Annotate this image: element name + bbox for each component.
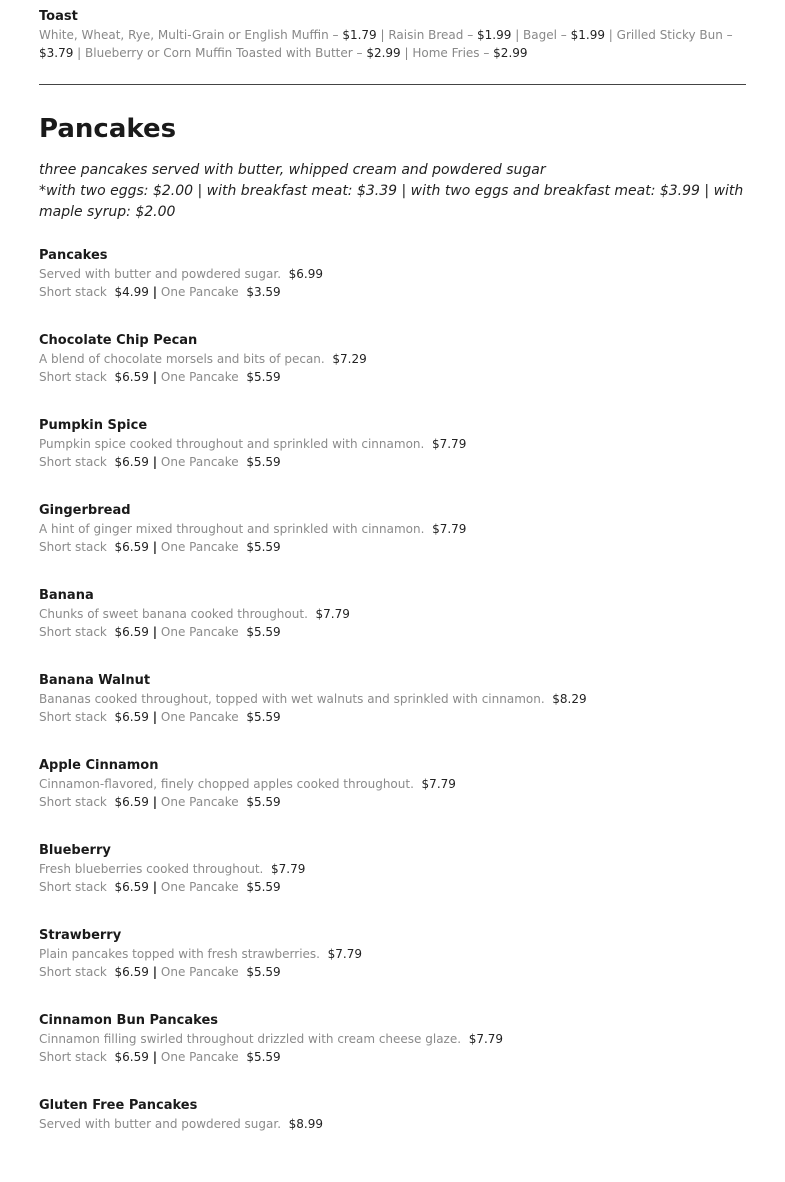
short-stack-label: Short stack: [39, 625, 107, 639]
short-stack-price: $6.59: [114, 965, 149, 979]
menu-item-price: $7.79: [315, 607, 350, 621]
menu-item-sizes: [39, 538, 746, 556]
menu-item: [39, 842, 746, 927]
menu-item-name: Gluten Free Pancakes: [39, 1098, 198, 1113]
one-pancake-label: One Pancake: [160, 795, 239, 809]
menu-item: [39, 1012, 746, 1097]
price-separator: |: [152, 625, 158, 639]
menu-item-price: $7.79: [421, 777, 456, 791]
price-separator: |: [152, 710, 158, 724]
toast-line-1: [39, 26, 746, 44]
one-pancake-label: One Pancake: [160, 625, 239, 639]
toast-separator: |: [73, 46, 86, 60]
one-pancake-price: $5.59: [246, 880, 281, 894]
section-title: Pancakes: [39, 114, 177, 144]
menu-item-description: Served with butter and powdered sugar.: [39, 1117, 282, 1131]
menu-item-sizes: [39, 283, 746, 301]
price-separator: |: [152, 455, 158, 469]
short-stack-label: Short stack: [39, 795, 107, 809]
price-separator: |: [152, 1050, 158, 1064]
menu-item-name: Banana Walnut: [39, 673, 151, 688]
short-stack-label: Short stack: [39, 370, 107, 384]
section-divider: [39, 84, 746, 85]
menu-item: [39, 927, 746, 1012]
menu-item-name: Apple Cinnamon: [39, 758, 159, 773]
one-pancake-price: $5.59: [246, 370, 281, 384]
short-stack-price: $6.59: [114, 540, 149, 554]
menu-item-description: Chunks of sweet banana cooked throughout.: [39, 607, 308, 621]
menu-item-price: $8.99: [288, 1117, 324, 1131]
short-stack-label: Short stack: [39, 965, 107, 979]
menu-item-sizes: [39, 708, 746, 726]
toast-section: [39, 8, 746, 62]
menu-item: [39, 332, 746, 417]
menu-item-description: Pumpkin spice cooked throughout and sprinkled with cinnamon.: [39, 437, 425, 451]
menu-item-description: Cinnamon-flavored, finely chopped apples cooked throughout.: [39, 777, 414, 791]
toast-separator: |: [604, 28, 617, 42]
short-stack-label: Short stack: [39, 710, 107, 724]
short-stack-price: $6.59: [114, 455, 149, 469]
menu-item: [39, 1097, 746, 1182]
menu-item-list: [39, 247, 746, 1182]
menu-item-price: $7.79: [468, 1032, 504, 1046]
menu-item-description-line: [39, 1115, 746, 1133]
menu-item-description-line: [39, 945, 746, 963]
menu-item-description-line: [39, 435, 746, 453]
menu-item-description-line: [39, 860, 746, 878]
toast-item-price: $3.79: [39, 46, 74, 60]
toast-separator: |: [400, 46, 413, 60]
price-separator: |: [152, 285, 158, 299]
menu-item-price: $6.99: [288, 267, 324, 281]
one-pancake-price: $5.59: [246, 540, 281, 554]
intro-addons: *with two eggs: $2.00 | with breakfast meat: $3.39 | with two eggs and breakfast meat: $3.99 | with maple syrup: $2.00: [39, 183, 744, 220]
menu-item-description-line: [39, 520, 746, 538]
toast-separator: |: [511, 28, 524, 42]
menu-item: [39, 502, 746, 587]
menu-item-name: Pumpkin Spice: [39, 418, 148, 433]
short-stack-label: Short stack: [39, 880, 107, 894]
toast-item-label: Grilled Sticky Bun –: [616, 28, 733, 42]
menu-item: [39, 587, 746, 672]
menu-item-name: Banana: [39, 588, 94, 603]
menu-item-description: A hint of ginger mixed throughout and sprinkled with cinnamon.: [39, 522, 425, 536]
toast-item-price: $2.99: [366, 46, 401, 60]
menu-item: [39, 417, 746, 502]
one-pancake-label: One Pancake: [160, 455, 239, 469]
toast-separator: |: [376, 28, 389, 42]
menu-item-description-line: [39, 350, 746, 368]
menu-item-description: Cinnamon filling swirled throughout drizzled with cream cheese glaze.: [39, 1032, 462, 1046]
menu-item-name: Strawberry: [39, 928, 122, 943]
short-stack-label: Short stack: [39, 455, 107, 469]
short-stack-price: $6.59: [114, 880, 149, 894]
menu-item: [39, 672, 746, 757]
toast-item-price: $1.99: [477, 28, 512, 42]
one-pancake-price: $3.59: [246, 285, 281, 299]
one-pancake-price: $5.59: [246, 710, 281, 724]
short-stack-price: $4.99: [114, 285, 149, 299]
toast-line-2: [39, 44, 746, 62]
one-pancake-price: $5.59: [246, 1050, 281, 1064]
menu-item-price: $7.79: [327, 947, 362, 961]
one-pancake-label: One Pancake: [160, 710, 239, 724]
one-pancake-label: One Pancake: [160, 285, 239, 299]
menu-item: [39, 757, 746, 842]
menu-item-description: Served with butter and powdered sugar.: [39, 267, 282, 281]
price-separator: |: [152, 370, 158, 384]
menu-item-description: Fresh blueberries cooked throughout.: [39, 862, 264, 876]
menu-item-description-line: [39, 605, 746, 623]
toast-item-price: $1.99: [570, 28, 605, 42]
toast-item-label: White, Wheat, Rye, Multi-Grain or English Muffin –: [39, 28, 343, 42]
menu-item-description: A blend of chocolate morsels and bits of pecan.: [39, 352, 325, 366]
toast-item-label: Blueberry or Corn Muffin Toasted with Butter –: [85, 46, 367, 60]
toast-item-label: Raisin Bread –: [388, 28, 478, 42]
short-stack-price: $6.59: [114, 370, 149, 384]
menu-item-sizes: [39, 793, 746, 811]
menu-item-description: Plain pancakes topped with fresh strawberries.: [39, 947, 320, 961]
intro-description: three pancakes served with butter, whipped cream and powdered sugar: [39, 162, 546, 178]
pancakes-section: [39, 113, 746, 1182]
short-stack-label: Short stack: [39, 540, 107, 554]
menu-item-description-line: [39, 1030, 746, 1048]
one-pancake-price: $5.59: [246, 965, 281, 979]
price-separator: |: [152, 540, 158, 554]
menu-item-sizes: [39, 963, 746, 981]
menu-item: [39, 247, 746, 332]
menu-item-sizes: [39, 878, 746, 896]
one-pancake-label: One Pancake: [160, 1050, 239, 1064]
one-pancake-label: One Pancake: [160, 965, 239, 979]
menu-item-price: $7.79: [431, 437, 467, 451]
menu-item-description-line: [39, 775, 746, 793]
menu-item-name: Gingerbread: [39, 503, 131, 518]
short-stack-price: $6.59: [114, 710, 149, 724]
menu-item-price: $7.29: [332, 352, 367, 366]
price-separator: |: [152, 880, 158, 894]
menu-item-description: Bananas cooked throughout, topped with wet walnuts and sprinkled with cinnamon.: [39, 692, 545, 706]
one-pancake-label: One Pancake: [160, 880, 239, 894]
toast-item-label: Home Fries –: [412, 46, 494, 60]
menu-item-sizes: [39, 368, 746, 386]
toast-item-price: $2.99: [493, 46, 528, 60]
menu-item-name: Chocolate Chip Pecan: [39, 333, 198, 348]
menu-item-name: Cinnamon Bun Pancakes: [39, 1013, 219, 1028]
one-pancake-price: $5.59: [246, 795, 281, 809]
pancakes-intro: [39, 160, 746, 223]
menu-item-name: Blueberry: [39, 843, 111, 858]
price-separator: |: [152, 965, 158, 979]
one-pancake-price: $5.59: [246, 455, 281, 469]
short-stack-price: $6.59: [114, 625, 149, 639]
short-stack-label: Short stack: [39, 1050, 107, 1064]
toast-item-label: Bagel –: [523, 28, 571, 42]
short-stack-price: $6.59: [114, 1050, 149, 1064]
price-separator: |: [152, 795, 158, 809]
menu-item-sizes: [39, 623, 746, 641]
menu-item-price: $7.79: [271, 862, 306, 876]
toast-item-price: $1.79: [342, 28, 377, 42]
toast-title: Toast: [39, 9, 78, 24]
menu-item-description-line: [39, 265, 746, 283]
menu-item-name: Pancakes: [39, 248, 108, 263]
menu-item-sizes: [39, 453, 746, 471]
menu-page: [39, 8, 746, 1182]
menu-item-price: $7.79: [432, 522, 467, 536]
menu-item-price: $8.29: [552, 692, 587, 706]
menu-item-sizes: [39, 1048, 746, 1066]
one-pancake-label: One Pancake: [160, 540, 239, 554]
short-stack-price: $6.59: [114, 795, 149, 809]
one-pancake-price: $5.59: [246, 625, 281, 639]
short-stack-label: Short stack: [39, 285, 107, 299]
menu-item-description-line: [39, 690, 746, 708]
one-pancake-label: One Pancake: [160, 370, 239, 384]
